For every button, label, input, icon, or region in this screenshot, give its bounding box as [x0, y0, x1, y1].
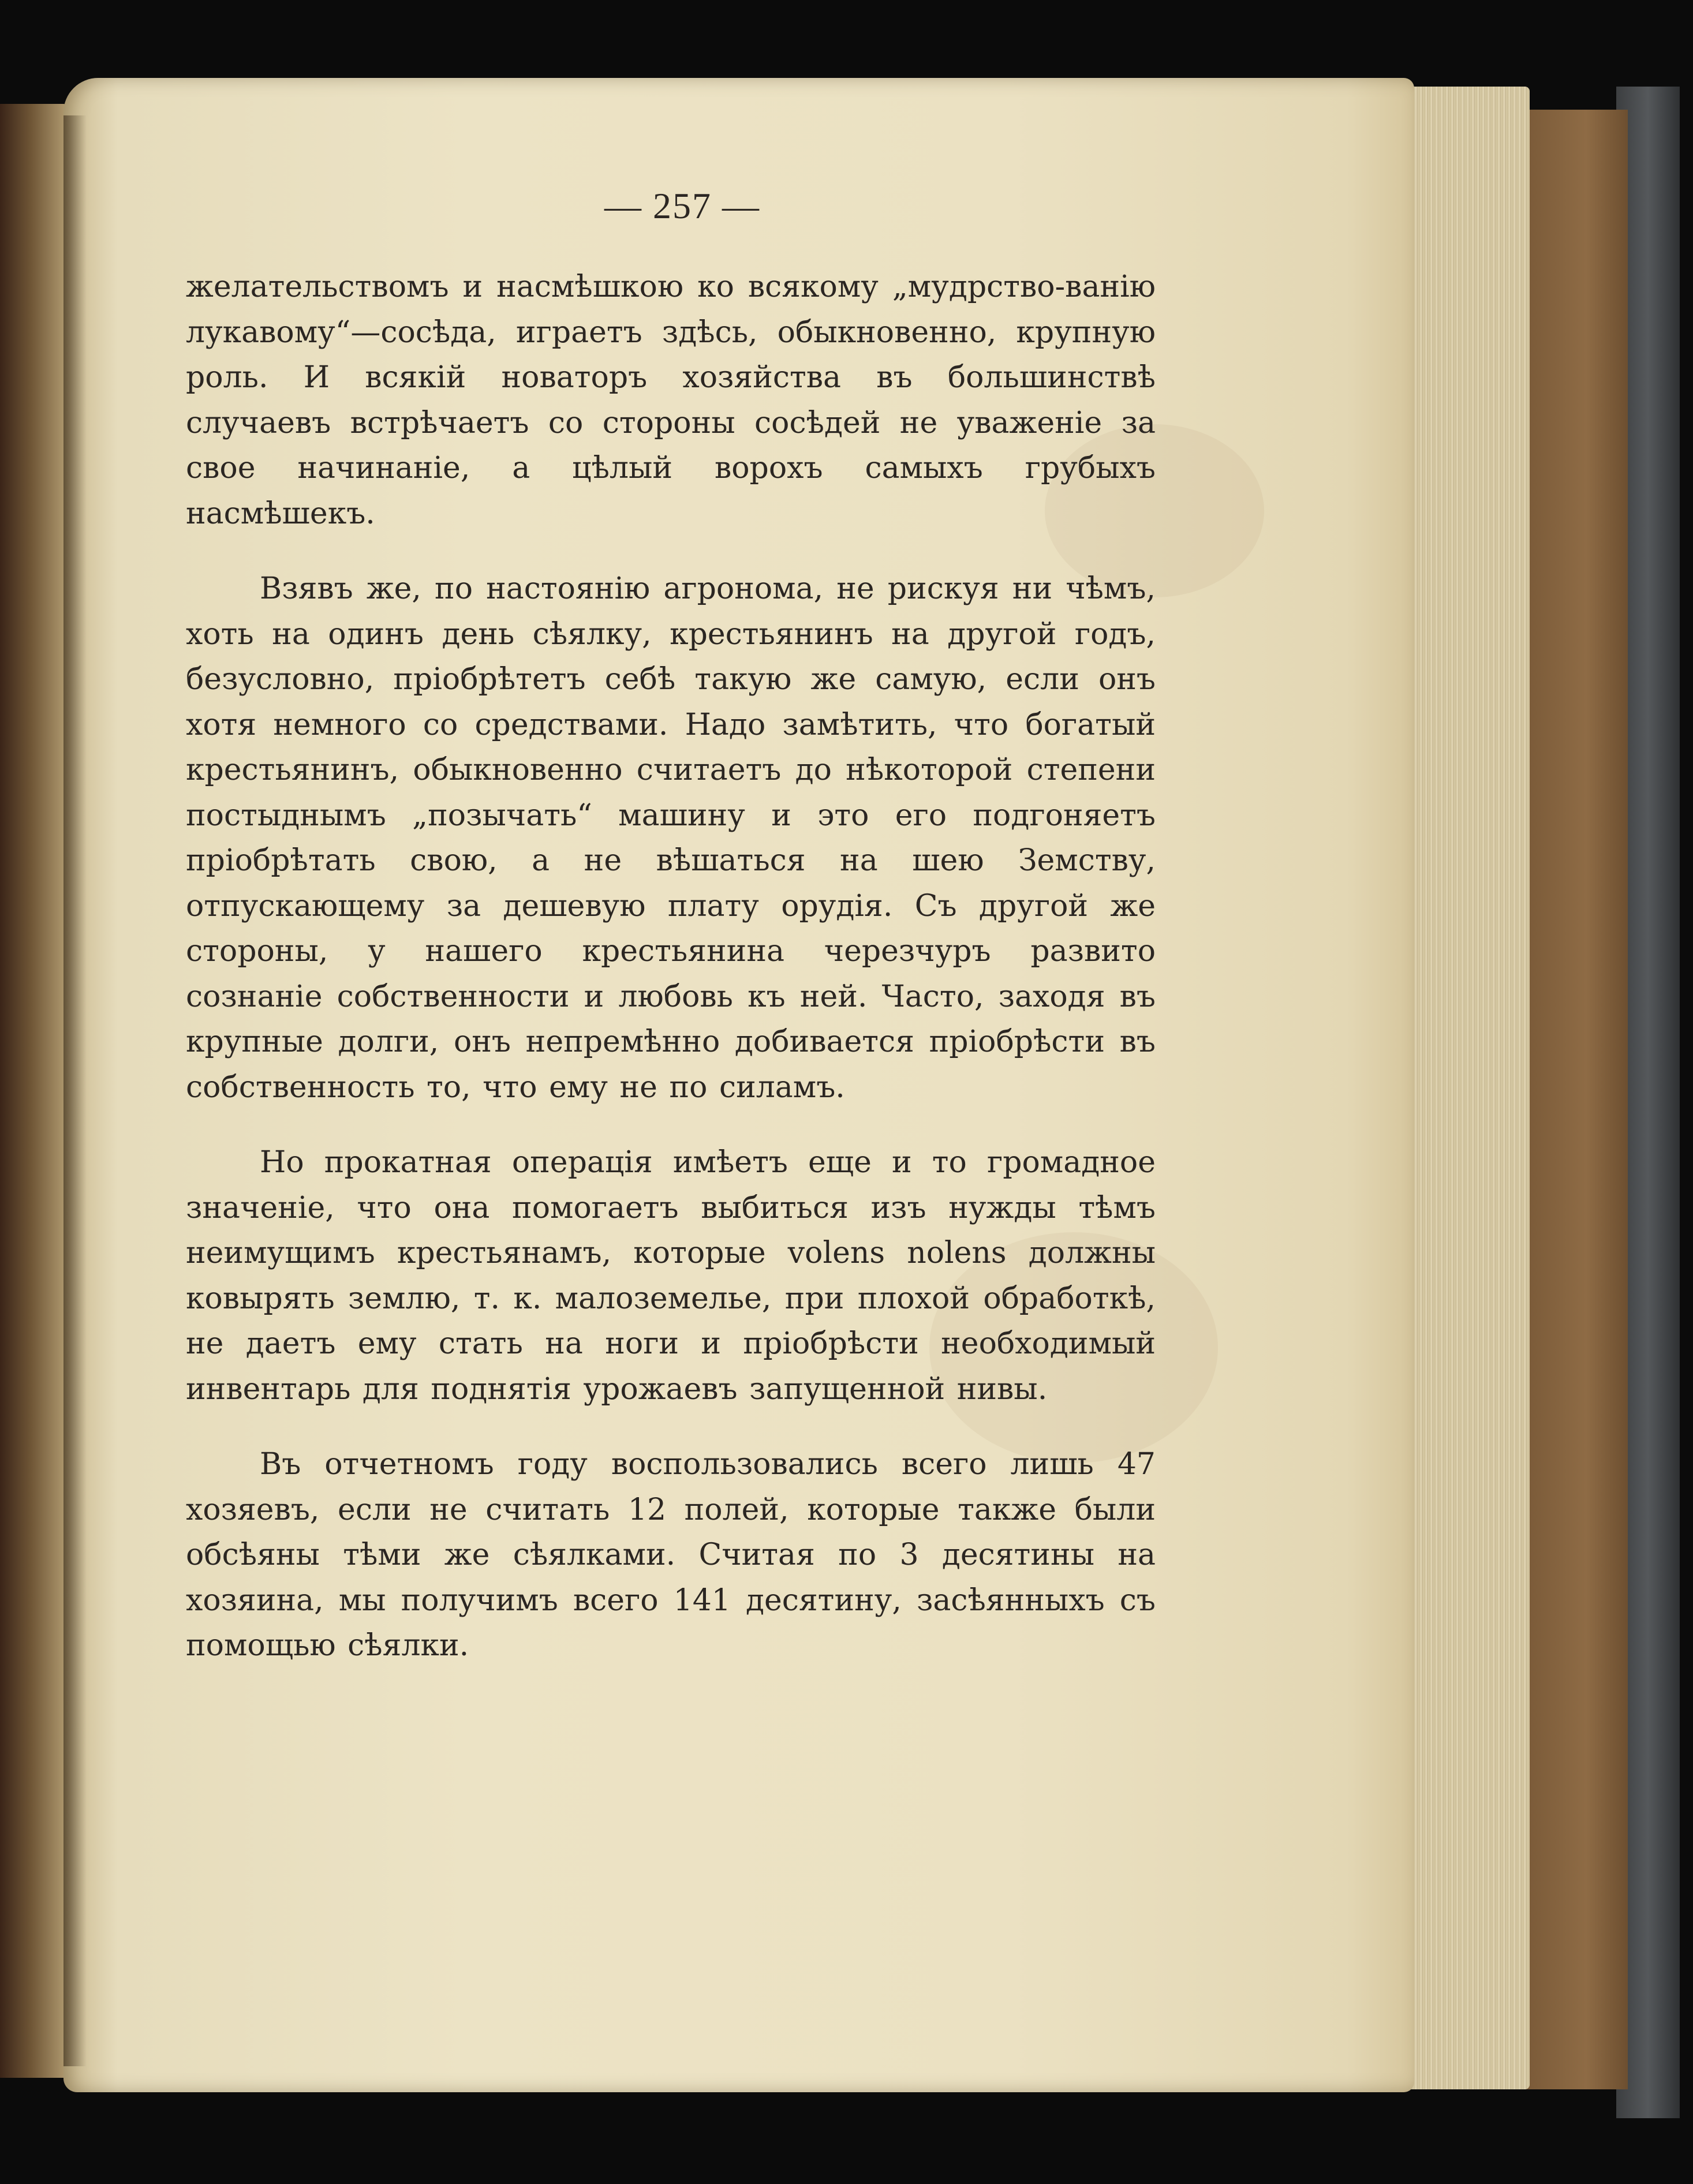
- paragraph-2: Взявъ же, по настоянію агронома, не рискуя ни чѣмъ, хоть на одинъ день сѣялку, крестьянинъ на другой годъ, безусловно, пріобрѣтетъ себѣ такую же самую, если онъ хотя немного со средствами. Надо замѣтить, что богатый крестьянинъ, обыкновенно считаетъ до нѣкоторой степени постыднымъ „позычать“ машину и это его подгоняетъ пріобрѣтать свою, а не вѣшаться на шею Земству, отпускающему за дешевую плату орудія. Съ другой же стороны, у нашего крестьянина черезчуръ развито сознаніе собственности и любовь къ ней. Часто, заходя въ крупные долги, онъ непремѣнно добивается пріобрѣсти въ собственность то, что ему не по силамъ.: [186, 571, 1156, 1105]
- gutter-shadow: [63, 115, 87, 2066]
- facing-page-edge: [0, 104, 69, 2078]
- book-cover-board: [1524, 110, 1628, 2089]
- page-fore-edges: [1397, 87, 1530, 2089]
- page-number: — 257 —: [604, 185, 760, 226]
- page-text-block: [186, 185, 1156, 1699]
- paragraph-3: Но прокатная операція имѣетъ еще и то громадное значеніе, что она помогаетъ выбиться изъ нужды тѣмъ неимущимъ крестьянамъ, которые volens nolens должны ковырять землю, т. к. малоземелье, при плохой обработкѣ, не даетъ ему стать на ноги и пріобрѣсти необходимый инвентарь для поднятія урожаевъ запущенной нивы.: [186, 1145, 1156, 1407]
- paragraph-4: Въ отчетномъ году воспользовались всего лишь 47 хозяевъ, если не считать 12 полей, которые также были обсѣяны тѣми же сѣялками. Считая по 3 десятины на хозяина, мы получимъ всего 141 десятину, засѣянныхъ съ помощью сѣялки.: [186, 1447, 1156, 1663]
- paragraph-1: желательствомъ и насмѣшкою ко всякому „мудрство-ванію лукавому“—сосѣда, играетъ здѣсь, обыкновенно, крупную роль. И всякій новаторъ хозяйства въ большинствѣ случаевъ встрѣчаетъ со стороны сосѣдей не уваженіе за свое начинаніе, а цѣлый ворохъ самыхъ грубыхъ насмѣшекъ.: [186, 270, 1156, 531]
